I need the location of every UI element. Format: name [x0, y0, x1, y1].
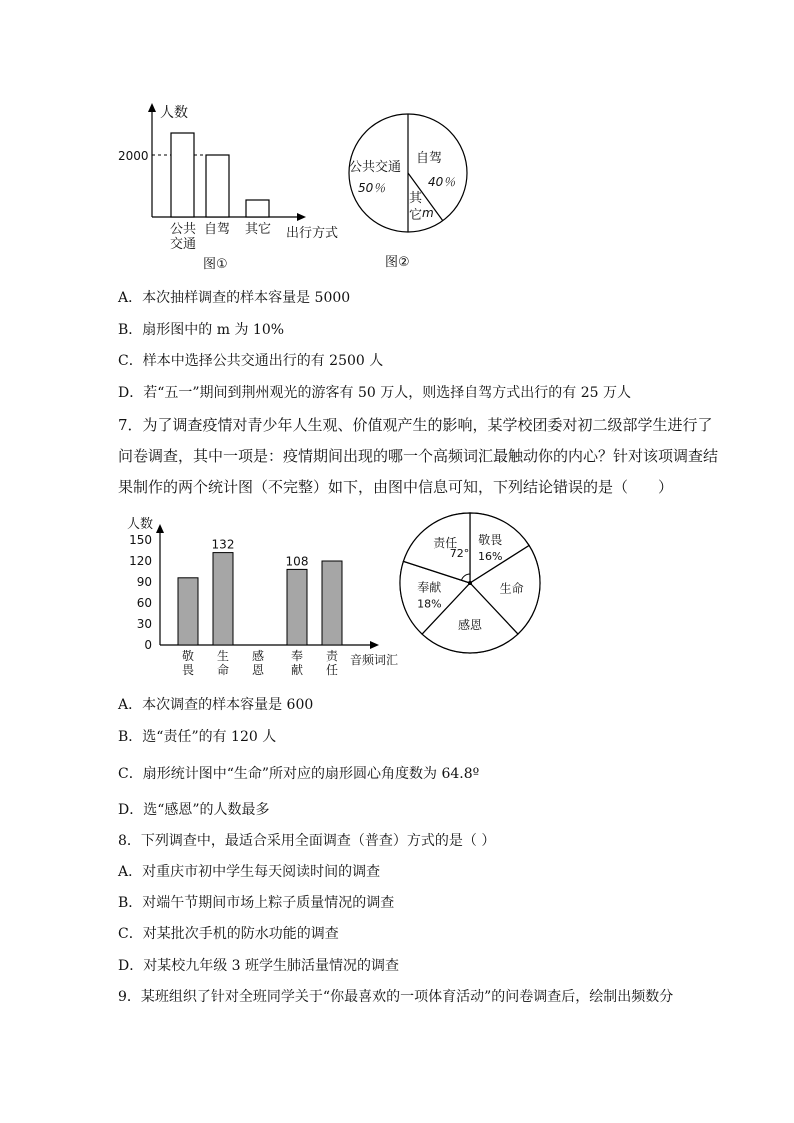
x-axis-arrow [370, 641, 379, 649]
bar-public-transport [171, 133, 194, 217]
x-tick-label: 奉 [290, 649, 304, 663]
x-axis-arrow [297, 213, 306, 221]
pie-slice-value: 18% [417, 597, 442, 611]
q7-option-a: A．本次调查的样本容量是 600 [118, 697, 314, 713]
q7-option-d: D．选“感恩”的人数最多 [118, 802, 270, 818]
travel-bar-chart [110, 95, 350, 275]
q6-option-c: C．样本中选择公共交通出行的有 2500 人 [118, 353, 384, 369]
y-tick-label: 60 [136, 596, 152, 610]
x-tick-label: 献 [290, 663, 304, 677]
x-tick-label: 畏 [181, 663, 195, 677]
figure2-caption: 图② [385, 255, 410, 270]
x-tick-label: 生 [216, 649, 230, 663]
pie-slice-value: 72° [449, 547, 470, 561]
pie-slice-label: 感恩 [457, 618, 483, 632]
bar-2 [213, 553, 233, 645]
pie-slice-label: 生命 [499, 581, 524, 596]
pie-value-public: 50％ [358, 181, 386, 195]
y-tick-2000: 2000 [118, 149, 149, 163]
y-tick-label: 0 [144, 638, 152, 652]
q8-option-c: C．对某批次手机的防水功能的调查 [118, 926, 339, 942]
bar-other [246, 200, 269, 217]
x-axis-label: 音频词汇 [350, 653, 399, 667]
q6-option-d: D．若“五一”期间到荆州观光的游客有 50 万人，则选择自驾方式出行的有 25 万人 [118, 385, 631, 401]
q7-stem-line-3: 果制作的两个统计图（不完整）如下，由图中信息可知，下列结论错误的是（ ） [118, 478, 674, 496]
x-tick-label: 恩 [251, 663, 265, 677]
x-tick-label: 责 [325, 649, 339, 663]
bar-4 [287, 569, 307, 645]
word-pie-chart [390, 505, 550, 665]
bar-data-label: 132 [211, 537, 235, 552]
figure1-caption: 图① [203, 257, 228, 272]
x-label-public-2: 交通 [170, 237, 197, 252]
y-axis-arrow [148, 103, 156, 112]
pie-center-dot [468, 581, 472, 585]
x-label-other: 其它 [245, 222, 272, 237]
pie-slice-label: 敬畏 [478, 533, 503, 548]
bar-self-drive [206, 155, 229, 217]
q7-option-c: C．扇形统计图中“生命”所对应的扇形圆心角度数为 64.8º [118, 766, 480, 782]
y-axis-arrow [156, 524, 164, 533]
pie-label-public: 公共交通 [349, 160, 402, 175]
pie-value-other: m [422, 206, 434, 220]
pie-slice-value: 16% [478, 550, 503, 564]
q8-stem: 8．下列调查中，最适合采用全面调查（普查）方式的是（ ） [118, 833, 496, 849]
bar-data-label: 108 [285, 554, 309, 569]
q7-stem-line-2: 问卷调查，其中一项是：疫情期间出现的哪一个高频词汇最触动你的内心？针对该项调查结 [118, 447, 719, 465]
x-tick-label: 敬 [181, 649, 195, 663]
travel-pie-chart [335, 100, 495, 280]
q8-option-b: B．对端午节期间市场上粽子质量情况的调查 [118, 895, 395, 911]
q9-stem: 9．某班组织了针对全班同学关于“你最喜欢的一项体育活动”的问卷调查后，绘制出频数分 [118, 989, 674, 1005]
x-label-self-drive: 自驾 [204, 222, 231, 237]
y-tick-label: 150 [129, 533, 152, 547]
q7-stem-line-1: 7．为了调查疫情对青少年人生观、价值观产生的影响，某学校团委对初二级部学生进行了 [118, 416, 713, 434]
x-tick-label: 任 [325, 663, 339, 677]
pie-label-other-1: 其 [409, 191, 423, 206]
pie-label-other-2: 它 [409, 208, 423, 223]
pie-label-self-drive: 自驾 [416, 151, 443, 166]
x-axis-label: 出行方式 [286, 226, 339, 241]
y-axis-label: 人数 [160, 105, 188, 121]
x-tick-label: 命 [216, 663, 230, 677]
pie-slice-label: 奉献 [417, 580, 442, 595]
bar-5 [322, 561, 342, 645]
pie-slice-label: 责任 [433, 536, 458, 551]
y-tick-label: 120 [129, 554, 152, 568]
q6-option-a: A．本次抽样调查的样本容量是 5000 [118, 290, 351, 306]
bar-1 [178, 578, 198, 645]
pie-value-self-drive: 40％ [428, 175, 456, 189]
x-tick-label: 感 [251, 649, 265, 663]
x-label-public-1: 公共 [170, 222, 197, 237]
y-axis-label: 人数 [127, 517, 154, 532]
word-bar-chart [115, 512, 405, 682]
y-tick-label: 90 [136, 575, 152, 589]
q8-option-d: D．对某校九年级 3 班学生肺活量情况的调查 [118, 958, 400, 974]
q8-option-a: A．对重庆市初中学生每天阅读时间的调查 [118, 864, 381, 880]
q7-option-b: B．选“责任”的有 120 人 [118, 729, 277, 745]
q6-option-b: B．扇形图中的 m 为 10% [118, 322, 285, 338]
y-tick-label: 30 [136, 617, 152, 631]
q7-stem [118, 410, 719, 503]
